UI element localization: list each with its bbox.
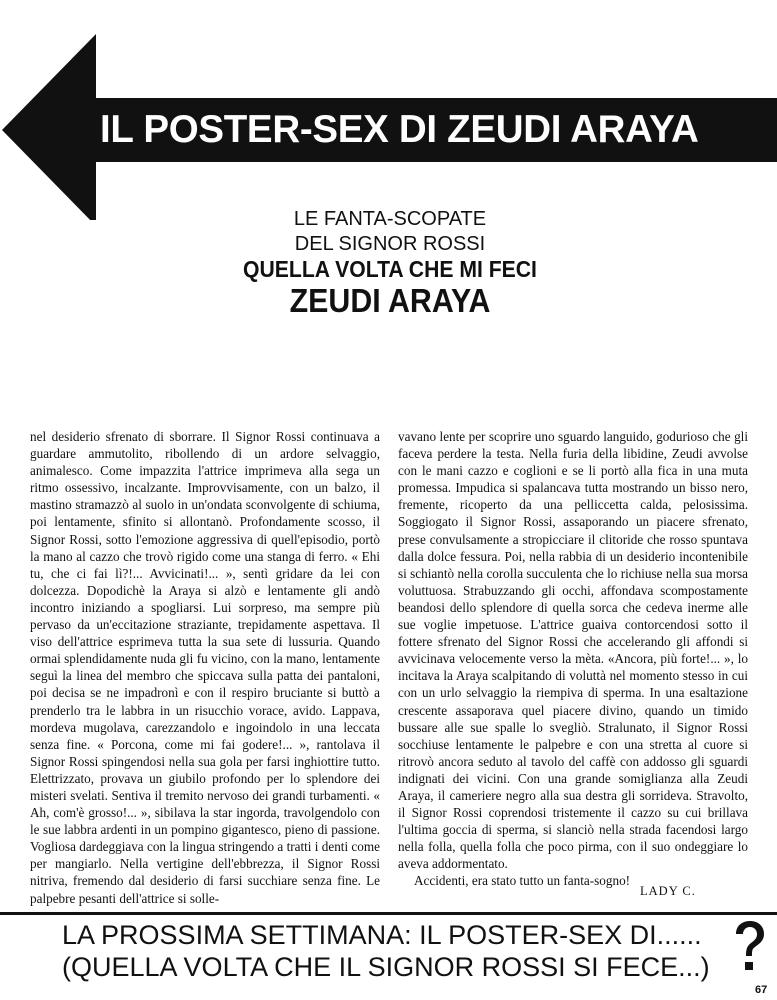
- article-right-column: [398, 428, 748, 890]
- article-left-text: nel desiderio sfrenato di sborrare. Il Signor Rossi continuava a guardare ammutolito, ribollendo di un ardore selvaggio, animalesco. Come impazzita l'attrice imprimeva alla sega un ritmo ossessivo, incalzante. Improvvisamente, con un balzo, il mastino stramazzò al suolo in un'ondata sconvolgente di schiuma, poi lentamente, sfinito si allontanò. Profondamente scosso, il Signor Rossi, sotto l'emozione aggressiva di quell'episodio, portò la mano al cazzo che trovò rigido come una stanga di ferro. « Ehi tu, che ci fai lì?!... Avvicinati!... », sentì gridare da lei con dolcezza. Dopodichè la Araya si alzò e lentamente gli andò incontro iniziando a spogliarsi. Lui sorpreso, ma sempre più pervaso da un'eccitazione straziante, trepidamente aspettava. Il viso dell'attrice esprimeva tutta la sua sete di lussuria. Quando ormai splendidamente nuda gli fu vicino, con la mano, lentamente seguì la linea del membro che spiccava sulla patta dei pantaloni, poi decisa se ne impadronì e con il respiro bruciante si buttò a prenderlo tra le labbra in un risucchio vorace, avido. Lappava, mordeva mugolava, carezzandolo e ingoindolo in una leccata senza fine. « Porcona, come mi fai godere!... », rantolava il Signor Rossi spingendosi nella sua gola per farsi inghiottire tutto. Elettrizzato, provava un giubilo profondo per lo splendore dei misteri svelati. Sentiva il tremito nervoso dei grandi turbamenti. « Ah, com'è grosso!... », sibilava la star ingorda, travolgendolo con le sue labbra ardenti in un pompino gigantesco, pieno di passione. Vogliosa dardeggiava con la lingua stringendo a tratti i denti come per mangiarlo. Nella vertigine dell'ebbrezza, il Signor Rossi nitriva, fremendo dal desiderio di farsi succhiare senza fine. Le palpebre pesanti dell'attrice si solle-: [30, 429, 380, 906]
- article-closing: Accidenti, era stato tutto un fanta-sogno!: [414, 873, 631, 889]
- next-week-line-2: (QUELLA VOLTA CHE IL SIGNOR ROSSI SI FECE...): [62, 952, 710, 982]
- footer-divider: [0, 912, 777, 915]
- headline-line-4: ZEUDI ARAYA: [289, 282, 491, 319]
- page-number: 67: [755, 984, 768, 996]
- question-mark-icon: [733, 920, 767, 976]
- banner-title: IL POSTER-SEX DI ZEUDI ARAYA: [100, 108, 699, 151]
- headline-line-2: DEL SIGNOR ROSSI: [294, 233, 486, 255]
- headline-line-1: LE FANTA-SCOPATE: [293, 208, 487, 230]
- article-right-text: vavano lente per scoprire uno sguardo languido, godurioso che gli faceva perdere la testa. Nella furia della libidine, Zeudi avvolse con le mani cazzo e coglioni e se li portò alla fica in una muta promessa. Impudica si spalancava tutta mostrando un bisso nero, fremente, ricoperto da una pelliccetta calda, pelosissima. Soggiogato il Signor Rossi, assaporando un piacere sfrenato, prese convulsamente a stropicciare il clitoride che rosso spuntava dalla dolce fessura. Poi, nella rabbia di un desiderio incontenibile si schiantò nella corolla succulenta che lo richiuse nella sua morsa voluttuosa. Strabuzzando gli occhi, affondava scompostamente beandosi dello splendore di quella sorca che cedeva inerme alle sue voglie impetuose. L'attrice guaiva contorcendosi sotto il fottere sfrenato del Signor Rossi che accelerando gli affondi si avvicinava velocemente verso la mèta. «Ancora, più forte!... », lo incitava la Araya scalpitando di voluttà nel momento stesso in cui con un urlo selvaggio la riempiva di sperma. In una esaltazione crescente assaporava quel piacere divino, quando un timido bussare alle sue spalle lo svegliò. Stralunato, il Signor Rossi socchiuse lentamente le palpebre e con una stretta al cuore si ritrovò ancora seduto al tavolo del caffè con addosso gli sguardi indignati dei vicini. Con una grande somiglianza alla Zeudi Araya, il cameriere negro alla sua destra gli sorrideva. Stravolto, il Signor Rossi coprendosi tristemente il cazzo su cui brillava l'ultima goccia di sperma, si slanciò nella strada facendosi largo nella folla, quella folla che poco pirma, con il suo ondeggiare lo aveva addormentato.: [398, 429, 748, 872]
- author-signature: LADY C.: [640, 884, 696, 898]
- next-week-line-1: LA PROSSIMA SETTIMANA: IL POSTER-SEX DI......: [62, 920, 702, 950]
- article-left-column: [30, 428, 380, 907]
- headline-line-3: QUELLA VOLTA CHE MI FECI: [243, 256, 537, 282]
